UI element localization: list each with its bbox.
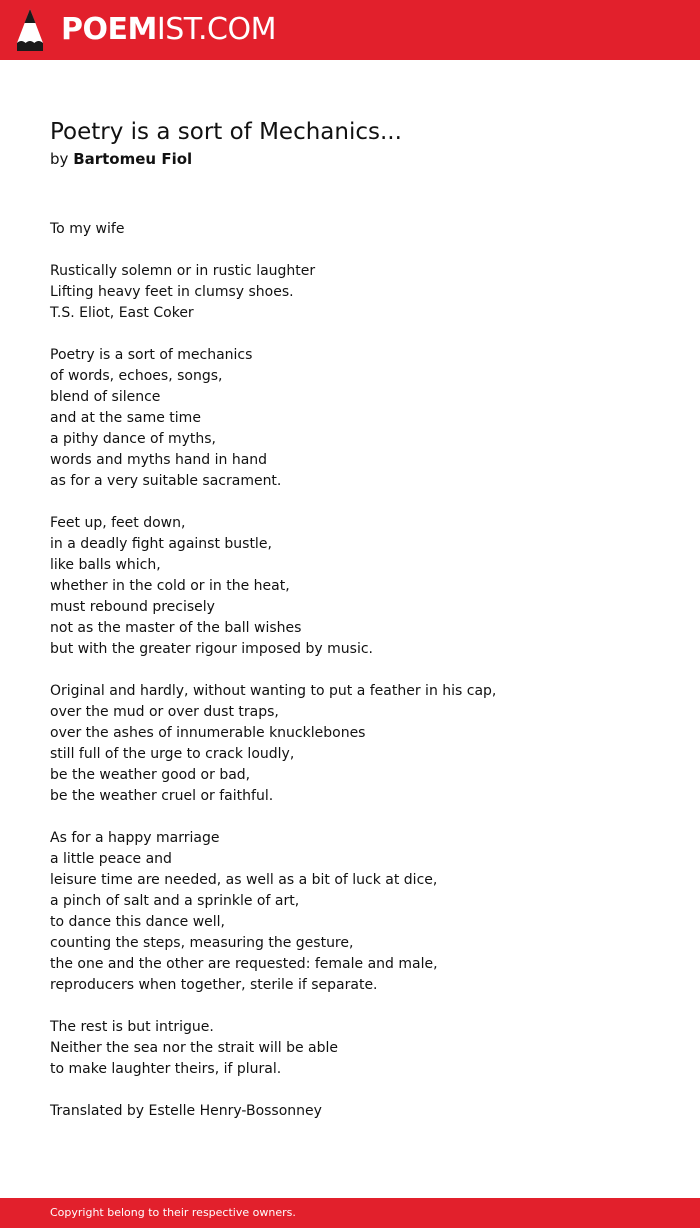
poem-line: As for a happy marriage [50, 830, 220, 846]
author-name: Bartomeu Fiol [73, 150, 193, 168]
poem-line: and at the same time [50, 410, 201, 426]
poem-line: T.S. Eliot, East Coker [50, 305, 194, 321]
poem-line: of words, echoes, songs, [50, 368, 223, 384]
poem-line: blend of silence [50, 389, 161, 405]
poem-line: Neither the sea nor the strait will be able [50, 1040, 339, 1056]
poem-line: in a deadly fight against bustle, [50, 536, 272, 552]
poem-line: Lifting heavy feet in clumsy shoes. [50, 284, 294, 300]
poem-line: reproducers when together, sterile if separate. [50, 977, 378, 993]
poem-line: like balls which, [50, 557, 161, 573]
site-logo[interactable] [61, 12, 276, 48]
logo-text-light: IST.COM [156, 12, 276, 47]
logo-text-bold: POEM [61, 12, 157, 47]
poem-line: a little peace and [50, 851, 172, 867]
poem-line: be the weather good or bad, [50, 767, 251, 783]
poem-stanza [50, 1101, 670, 1122]
poem-line: Poetry is a sort of mechanics [50, 347, 253, 363]
poem-stanza [50, 261, 670, 324]
poem-stanza [50, 828, 670, 996]
poem-line: as for a very suitable sacrament. [50, 473, 282, 489]
poem-line: still full of the urge to crack loudly, [50, 746, 295, 762]
poem-stanza [50, 513, 670, 660]
poem-line: The rest is but intrigue. [50, 1019, 214, 1035]
poem-line: the one and the other are requested: female and male, [50, 956, 438, 972]
poem-line: counting the steps, measuring the gesture, [50, 935, 354, 951]
byline-prefix: by [50, 150, 69, 168]
poem-line: To my wife [50, 221, 125, 237]
poem-line: Feet up, feet down, [50, 515, 186, 531]
pencil-tip-logo-icon[interactable] [17, 9, 43, 51]
poem-stanza [50, 1017, 670, 1080]
byline [50, 149, 192, 169]
poem-line: over the mud or over dust traps, [50, 704, 279, 720]
poem-stanza [50, 345, 670, 492]
poem-line: Rustically solemn or in rustic laughter [50, 263, 316, 279]
footer-bar [0, 1198, 700, 1228]
poem-stanza [50, 681, 670, 807]
poem-line: over the ashes of innumerable knucklebones [50, 725, 366, 741]
poem-line: Original and hardly, without wanting to put a feather in his cap, [50, 683, 497, 699]
poem-line: not as the master of the ball wishes [50, 620, 302, 636]
poem-line: Translated by Estelle Henry-Bossonney [50, 1103, 322, 1119]
copyright-notice: Copyright belong to their respective owners. [50, 1206, 296, 1219]
poem-line: whether in the cold or in the heat, [50, 578, 290, 594]
poem-line: be the weather cruel or faithful. [50, 788, 274, 804]
poem-line: a pithy dance of myths, [50, 431, 216, 447]
top-bar [0, 0, 700, 60]
poem-stanza [50, 219, 670, 240]
poem-title: Poetry is a sort of Mechanics... [50, 119, 402, 145]
poem-line: to dance this dance well, [50, 914, 225, 930]
poem-line: but with the greater rigour imposed by music. [50, 641, 373, 657]
poem-line: must rebound precisely [50, 599, 215, 615]
poem-line: words and myths hand in hand [50, 452, 268, 468]
poem-line: a pinch of salt and a sprinkle of art, [50, 893, 300, 909]
poem-line: leisure time are needed, as well as a bit of luck at dice, [50, 872, 438, 888]
poem-body [50, 219, 670, 1143]
poem-line: to make laughter theirs, if plural. [50, 1061, 282, 1077]
